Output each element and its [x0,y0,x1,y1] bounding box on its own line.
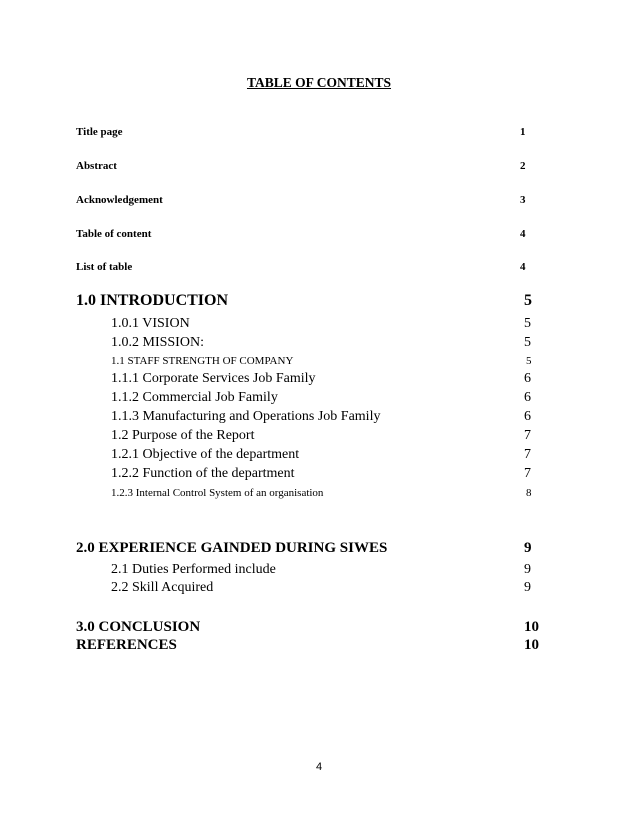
toc-chapter-page: 9 [524,540,532,556]
toc-entry-label: Title page [76,126,123,138]
toc-entry-label: Table of content [76,228,152,240]
page-number: 4 [315,761,323,773]
toc-subentry-page: 8 [526,487,532,499]
toc-subentry-label: 1.1.1 Corporate Services Job Family [111,371,316,386]
toc-heading: TABLE OF CONTENTS [246,75,392,90]
toc-chapter-page: 5 [524,292,532,309]
toc-subentry-label: 1.2.1 Objective of the department [111,447,300,462]
toc-chapter-page: 10 [524,619,539,635]
toc-subentry-label: 1.2.3 Internal Control System of an organisation [111,487,324,499]
toc-entry-page: 3 [520,194,526,206]
toc-subentry-label: 1.1.2 Commercial Job Family [111,390,278,405]
toc-subentry-label: 1.2 Purpose of the Report [111,428,255,443]
toc-subentry-page: 9 [524,562,531,577]
toc-subentry-page: 5 [526,355,532,367]
toc-chapter-label: 3.0 CONCLUSION [76,619,201,635]
toc-entry-label: Acknowledgement [76,194,163,206]
toc-subentry-page: 6 [524,409,531,424]
toc-subentry-page: 7 [524,428,531,443]
toc-entry-page: 4 [520,261,526,273]
toc-entry-page: 2 [520,160,526,172]
toc-entry-page: 1 [520,126,526,138]
toc-subentry-page: 9 [524,580,531,595]
toc-entry-label: Abstract [76,160,117,172]
toc-entry-page: 4 [520,228,526,240]
toc-subentry-label: 1.1 STAFF STRENGTH OF COMPANY [111,355,294,367]
toc-subentry-label: 1.2.2 Function of the department [111,466,295,481]
toc-subentry-page: 6 [524,371,531,386]
toc-subentry-label: 2.1 Duties Performed include [111,562,276,577]
toc-entry-label: List of table [76,261,133,273]
toc-chapter-page: 10 [524,637,539,653]
toc-subentry-page: 6 [524,390,531,405]
toc-subentry-page: 5 [524,316,531,331]
toc-subentry-page: 7 [524,466,531,481]
toc-subentry-page: 7 [524,447,531,462]
toc-subentry-label: 1.1.3 Manufacturing and Operations Job Family [111,409,381,424]
toc-subentry-label: 2.2 Skill Acquired [111,580,214,595]
toc-chapter-label: 2.0 EXPERIENCE GAINDED DURING SIWES [76,540,388,556]
toc-subentry-label: 1.0.2 MISSION: [111,335,204,350]
toc-chapter-label: 1.0 INTRODUCTION [76,292,229,309]
toc-subentry-page: 5 [524,335,531,350]
toc-chapter-label: REFERENCES [76,637,177,653]
toc-subentry-label: 1.0.1 VISION [111,316,190,331]
